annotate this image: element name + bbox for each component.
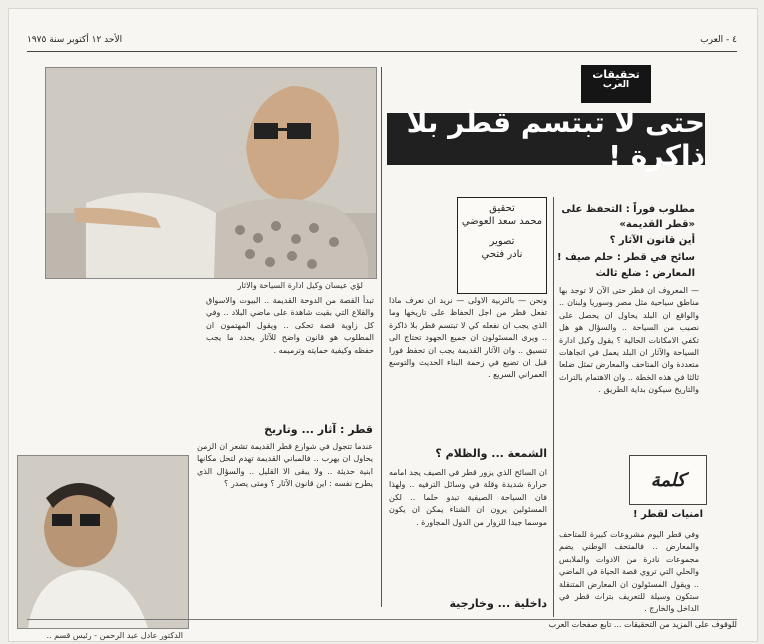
bullet-item: أين قانون الآثار ؟	[609, 235, 695, 246]
paragraph: عندما تتجول في شوارع قطر القديمة تشعر ان الزمن يحاول ان يهرب .. فالمباني القديمة تهدم لتحل مكانها ابنية حديثة .. ولا يبقى الا القليل .. والسؤال الذي يطرح نفسه : اين قانون الآثار ؟ ومتى يصدر ؟	[197, 442, 373, 489]
article-column-5	[389, 467, 547, 591]
photo1-caption: لؤي عيسان وكيل ادارة السياحة والاثار	[237, 281, 363, 290]
byline-name-1: محمد سعد العوضي	[461, 215, 543, 227]
section-subtitle: العرب	[602, 79, 630, 90]
footer-bar	[27, 619, 737, 632]
subhead-mud-dark: الشمعة ... والظلام ؟	[435, 447, 547, 460]
second-photo	[17, 455, 189, 629]
paragraph: ونحن — بالتربية الاولى — نريد ان نعرف ماذا تفعل قطر من اجل الحفاظ على تاريخها وما الذي يجب ان نفعله كي لا تبتسم قطر بلا ذاكرة .. ويرى المسئولون ان جميع الجهود تحتاج الى تنسيق .. وان الآثار القديمة يجب ان تحفظ فورا قبل ان تضيع في زحمة البناء الحديث والتوسع العمراني السريع .	[389, 296, 547, 380]
issue-date: الأحد ١٢ أكتوبر سنة ١٩٧٥	[27, 35, 123, 45]
newspaper-page	[8, 8, 758, 642]
section-title: تحقيقات	[592, 68, 640, 81]
portrait-illustration	[46, 68, 376, 278]
photo2-caption: الدكتور عادل عبد الرحمن - رئيس قسم ..	[46, 631, 183, 640]
byline-label-2: تصوير	[489, 236, 515, 247]
bullet-list	[535, 203, 695, 284]
portrait-photo	[45, 67, 377, 279]
bullet-item: المعارض : ضلع ثالث	[595, 268, 695, 279]
subhead-inside-outside: داخلية ... وخارجية	[449, 597, 547, 610]
bullet-item: مطلوب فوراً : التحفظ على «قطر القديمة»	[561, 204, 695, 230]
paragraph: وفي قطر اليوم مشروعات كبيرة للمتاحف والمعارض .. فالمتحف الوطني يضم مجموعات نادرة من الادوات والملابس والحلي التي تروي قصة الحياة في الماضي .. ويقول المسئولون ان المعارض المتنقلة ستكون وسيلة للتعريف بتراث قطر في الداخل والخارج .	[559, 530, 699, 614]
article-column-1	[559, 285, 699, 433]
article-column-6	[559, 529, 699, 614]
paragraph: ان السائح الذي يزور قطر في الصيف يجد امامه حرارة شديدة وقلة في وسائل الترفيه .. ولهذا فان السياحة الصيفية تبدو حلما .. لكن المسئولين يرون ان الشتاء يمكن ان يكون موسما جيدا للزوار من الدول المجاورة .	[389, 468, 547, 527]
article-column-3	[206, 295, 374, 417]
byline-label-1: تحقيق	[489, 203, 515, 214]
headline: حتى لا تبتسم قطر بلا ذاكرة !	[387, 113, 705, 165]
column-logo: كلمة	[629, 455, 707, 505]
subhead-qatar-history: قطر : آثار ... وتاريخ	[264, 423, 373, 436]
bullet-item: سائح في قطر : حلم صيف !	[557, 251, 695, 263]
article-column-2	[389, 295, 547, 447]
footer-text: للوقوف على المزيد من التحقيقات ... تابع صفحات العرب	[548, 620, 737, 629]
article-column-4	[197, 441, 373, 611]
paragraph: تبدأ القصة من الدوحة القديمة .. البيوت والاسواق والقلاع التي بقيت شاهدة على ماضي البلاد .. وفي كل زاوية قصة تحكى .. ويقول المهتمون ان المطلوب هو قانون واضح للآثار يحدد ما يجب حفظه وكيفية حمايته وترميمه .	[206, 296, 374, 355]
byline-name-2: نادر فتحي	[481, 248, 523, 260]
byline-box	[457, 197, 547, 294]
side-heading: امنيات لقطر !	[632, 509, 703, 520]
paragraph: — المعروف ان قطر حتى الآن لا توجد بها مناطق سياحية مثل مصر وسوريا ولبنان .. والواقع ان البلد يحاول ان يحصل على نصيب من السياحة .. والسؤال هو هل تكفي الامكانات الحالية ؟ يقول وكيل ادارة السياحة والآثار ان البلد يعمل في اتجاهات متعددة وان المتاحف والمعارض تمثل ضلعا ثالثا في هذه الخطة .. وان الاهتمام بالتراث والتاريخ سيكون بداية الطريق .	[559, 286, 699, 395]
masthead	[27, 33, 737, 52]
column-rule	[381, 67, 382, 607]
section-tag	[581, 65, 651, 103]
man-illustration	[18, 456, 188, 628]
page-number: ٤ - العرب	[700, 35, 737, 45]
